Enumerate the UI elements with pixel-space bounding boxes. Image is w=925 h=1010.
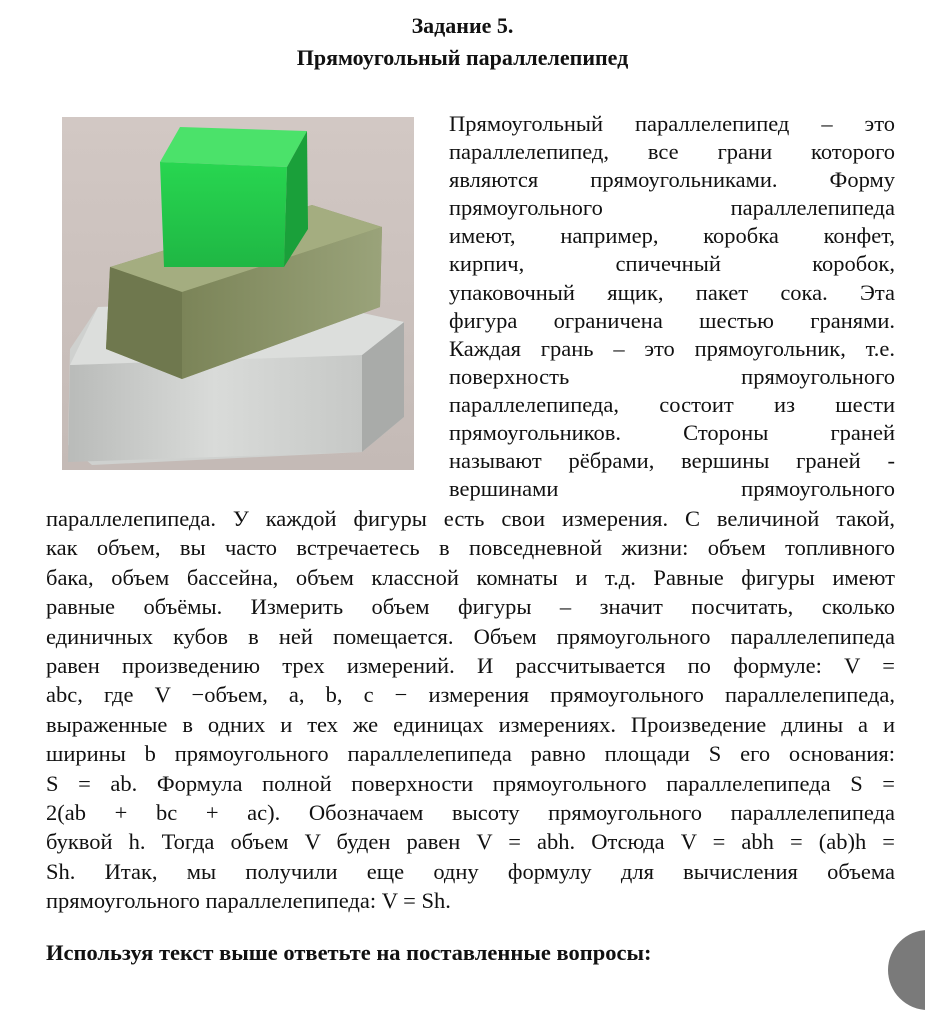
text-line: фигура ограничена шестью гранями. (449, 307, 895, 333)
text-line: прямоугольного параллелепипеда (449, 195, 895, 221)
text-line: бака, объем бассейна, объем классной комнаты и т.д. Равные фигуры имеют (46, 564, 895, 590)
text-line: вершинами прямоугольного (449, 476, 895, 502)
task-number: Задание 5. (411, 13, 514, 38)
text-line: имеют, например, коробка конфет, (449, 223, 895, 249)
text-line: Каждая грань – это прямоугольник, т.е. (449, 335, 895, 361)
text-line: параллелепипеда, состоит из шести (449, 391, 895, 417)
text-line: равные объёмы. Измерить объем фигуры – значит посчитать, сколько (46, 594, 895, 620)
text-line: прямоугольного параллелепипеда: V = Sh. (46, 888, 451, 914)
text-line: параллелепипеда. У каждой фигуры есть свои измерения. С величиной такой, (46, 506, 895, 531)
text-line: ширины b прямоугольного параллелепипеда равно площади S его основания: (46, 741, 895, 767)
text-line: являются прямоугольниками. Форму (449, 167, 895, 193)
main-paragraph (46, 504, 895, 916)
scroll-button[interactable] (888, 930, 925, 1010)
text-line: выраженные в одних и тех же единицах измерениях. Произведение длины a и (46, 711, 895, 737)
text-line: поверхность прямоугольного (449, 363, 895, 389)
text-line: S = ab. Формула полной поверхности прямоугольного параллелепипеда S = (46, 770, 895, 796)
text-line: прямоугольников. Стороны граней (449, 420, 895, 446)
text-line: abc, где V −объем, a, b, c − измерения прямоугольного параллелепипеда, (46, 682, 895, 708)
text-line: Sh. Итак, мы получили еще одну формулу для вычисления объема (46, 858, 895, 884)
text-line: 2(ab + bc + ac). Обозначаем высоту прямоугольного параллелепипеда (46, 800, 895, 826)
text-line: называют рёбрами, вершины граней - (449, 448, 895, 474)
text-line: параллелепипед, все грани которого (449, 139, 895, 165)
text-line: упаковочный ящик, пакет сока. Эта (449, 279, 895, 305)
intro-paragraph (449, 110, 895, 503)
text-line: буквой h. Тогда объем V буден равен V = abh. Отсюда V = abh = (ab)h = (46, 829, 895, 855)
task-topic: Прямоугольный параллелепипед (296, 45, 629, 70)
text-line: кирпич, спичечный коробок, (449, 251, 895, 277)
question-prompt: Используя текст выше ответьте на поставленные вопросы: (46, 940, 652, 965)
text-line: Прямоугольный параллелепипед – это (449, 111, 895, 136)
text-line: равен произведению трех измерений. И рассчитывается по формуле: V = (46, 653, 895, 679)
text-line: единичных кубов в ней помещается. Объем прямоугольного параллелепипеда (46, 623, 895, 649)
text-line: как объем, вы часто встречаетесь в повседневной жизни: объем топливного (46, 535, 895, 561)
task-header (0, 10, 925, 74)
stacked-boxes-photo (62, 117, 414, 470)
